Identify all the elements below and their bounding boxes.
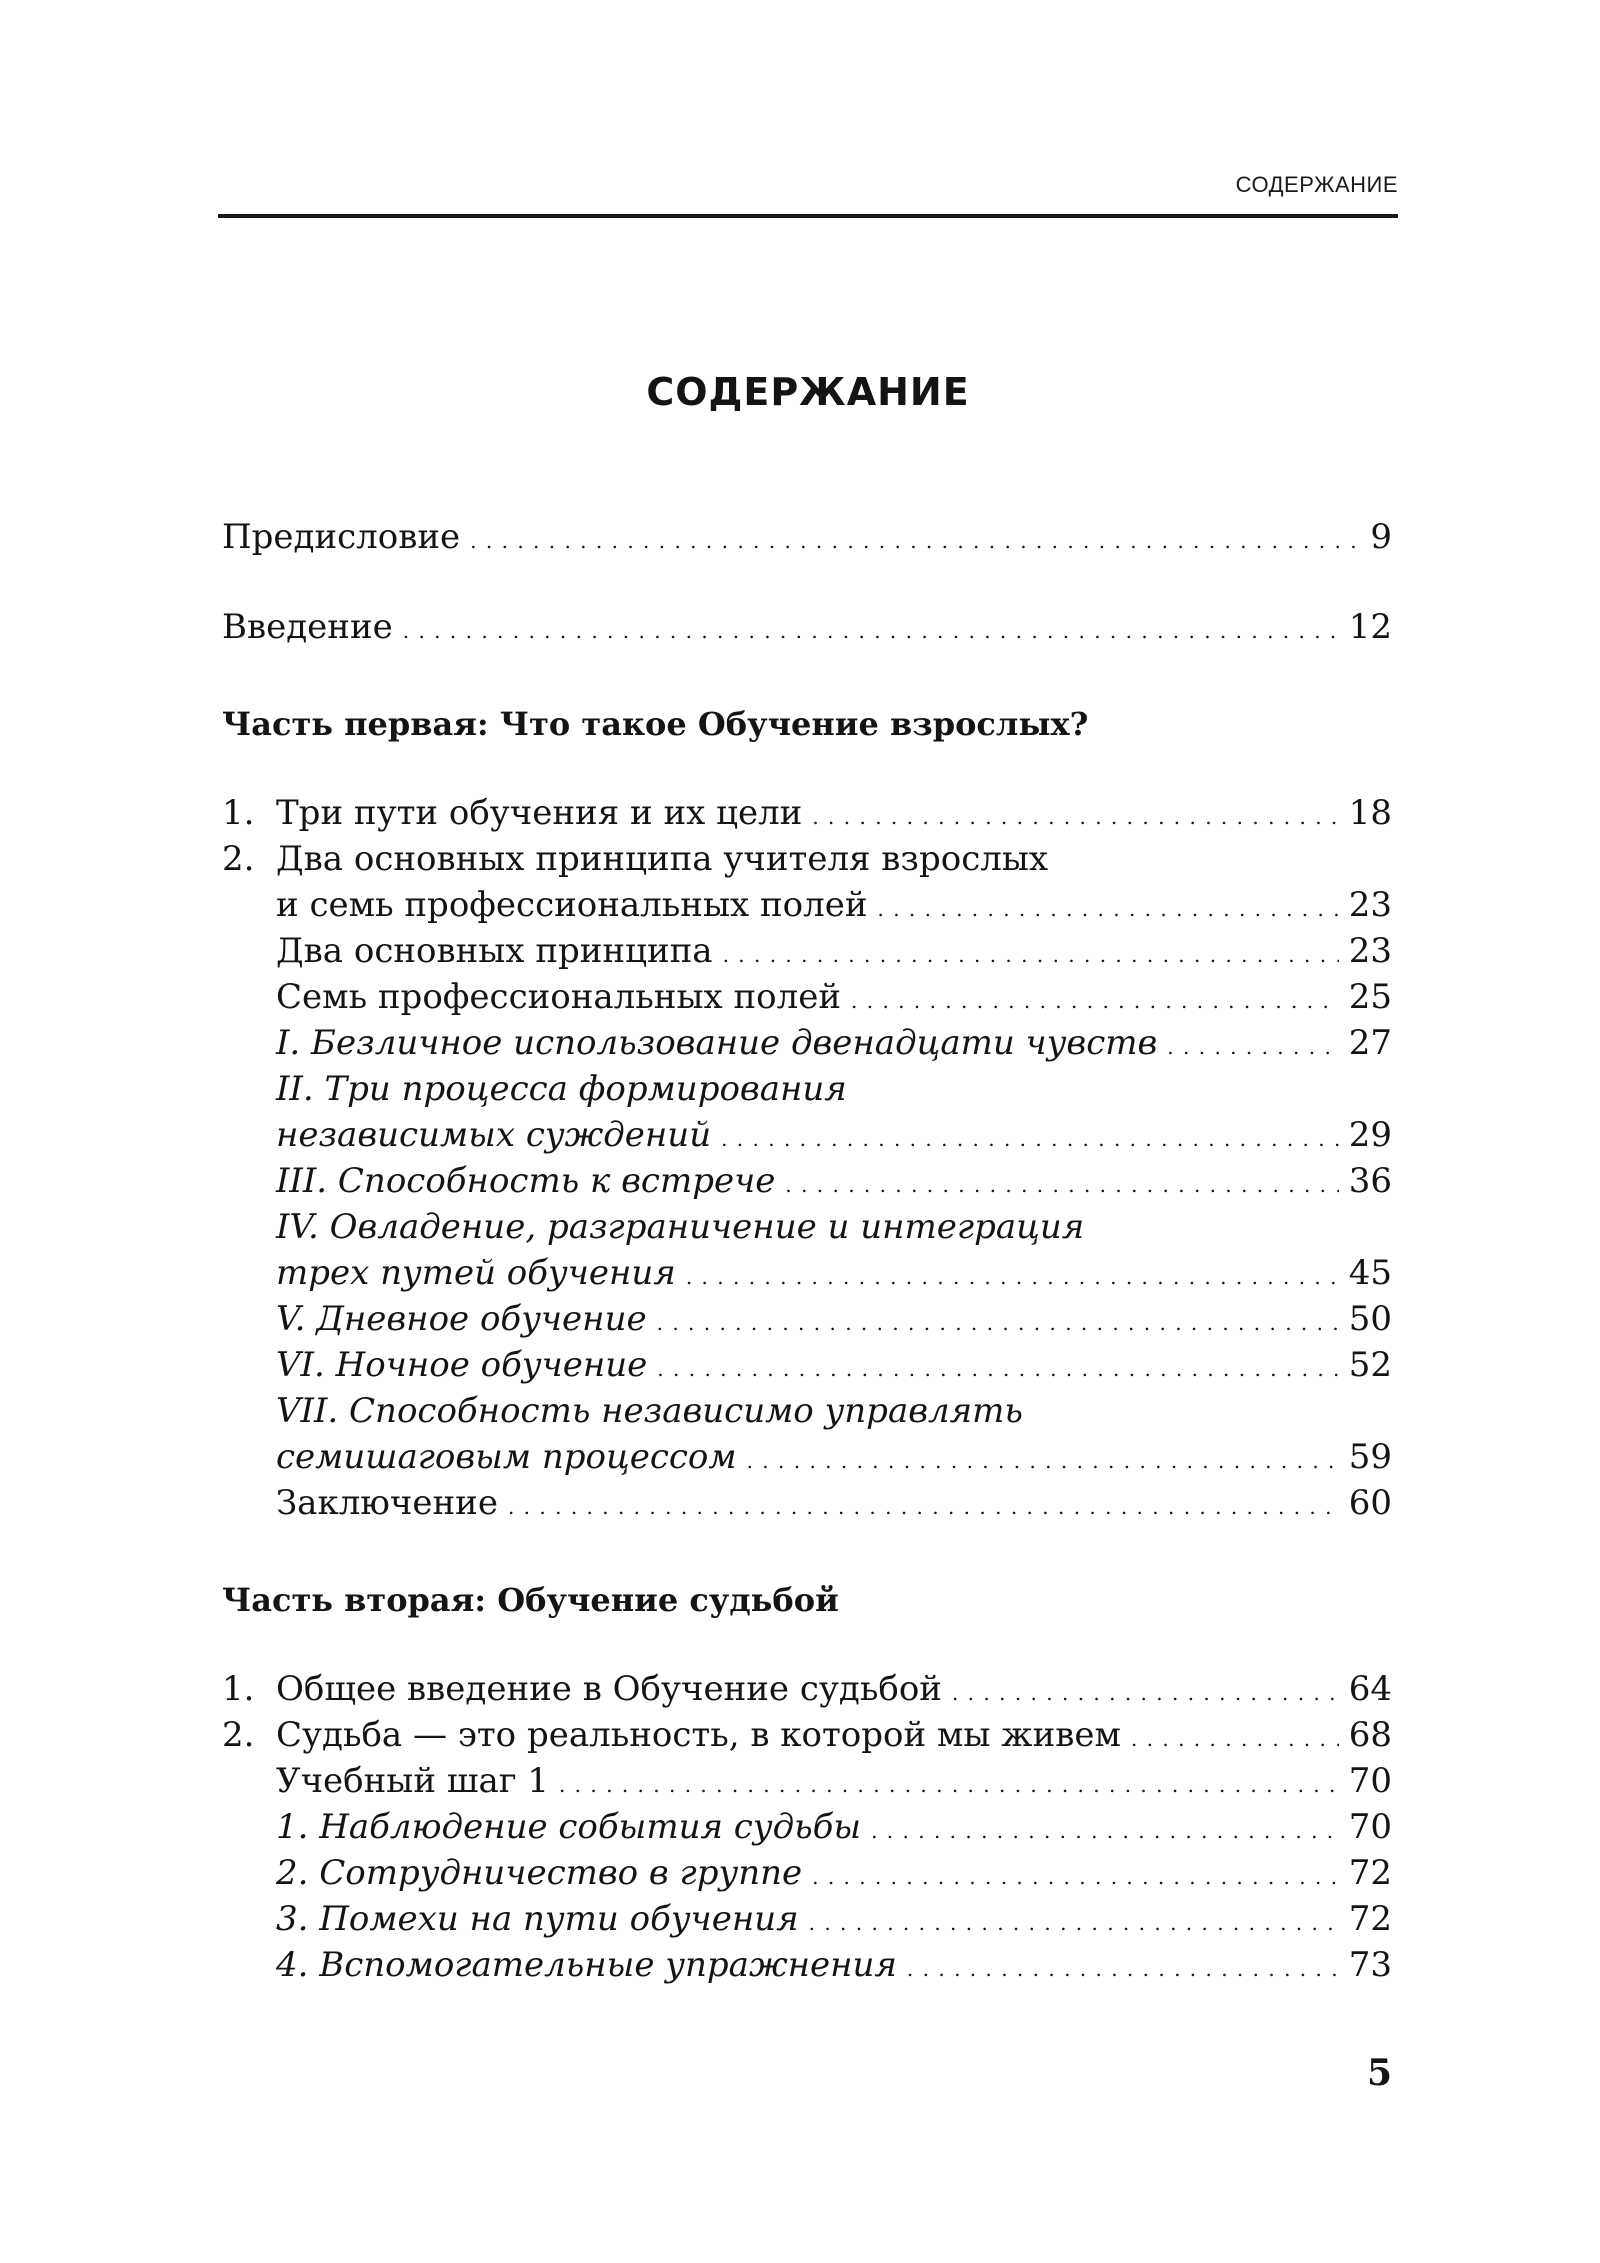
leader-dots	[907, 1943, 1339, 1991]
toc-entry-page: 29	[1348, 1115, 1392, 1155]
toc-entry-page: 23	[1348, 885, 1392, 925]
toc-entry-title: 4. Вспомогательные упражнения	[276, 1945, 897, 1985]
toc-entry-page: 70	[1348, 1807, 1392, 1847]
part-two-heading: Часть вторая: Обучение судьбой	[222, 1581, 839, 1619]
leader-dots	[809, 1897, 1339, 1945]
toc-entry-number: 1.	[222, 1669, 255, 1709]
toc-entry-title: 2. Сотрудничество в группе	[276, 1853, 803, 1893]
toc-entry-title: Семь профессиональных полей	[276, 977, 842, 1017]
toc-entry-title: II. Три процесса формирования	[276, 1069, 847, 1109]
toc-entry[interactable]	[276, 1851, 1392, 1899]
toc-entry[interactable]	[276, 1067, 1392, 1111]
toc-entry-title: Два основных принципа	[276, 931, 713, 971]
toc-entry[interactable]	[276, 1251, 1392, 1299]
toc-entry-page: 45	[1348, 1253, 1392, 1293]
toc-entry-number: 2.	[222, 839, 255, 879]
leader-dots	[657, 1297, 1339, 1345]
toc-entry-title: Введение	[222, 607, 393, 647]
running-head: СОДЕРЖАНИЕ	[1235, 172, 1398, 197]
toc-entry-title: Судьба — это реальность, в которой мы живем	[276, 1715, 1121, 1755]
toc-entry-title: семишаговым процессом	[276, 1437, 737, 1477]
toc-entry-page: 36	[1348, 1161, 1392, 1201]
header-rule	[218, 214, 1398, 218]
toc-entry[interactable]	[276, 1897, 1392, 1945]
leader-dots	[851, 975, 1339, 1023]
toc-entry[interactable]	[222, 791, 1392, 839]
leader-dots	[785, 1159, 1338, 1207]
toc-entry[interactable]	[222, 1667, 1392, 1715]
toc-entry[interactable]	[276, 1021, 1392, 1069]
toc-entry[interactable]	[276, 1389, 1392, 1433]
toc-entry-title: III. Способность к встрече	[276, 1161, 776, 1201]
toc-entry-page: 25	[1348, 977, 1392, 1017]
toc-entry[interactable]	[222, 515, 1392, 563]
toc-entry[interactable]	[276, 1805, 1392, 1853]
leader-dots	[470, 515, 1360, 563]
toc-entry-title: Три пути обучения и их цели	[276, 793, 803, 833]
toc-entry[interactable]	[276, 1943, 1392, 1991]
toc-entry[interactable]	[276, 1297, 1392, 1345]
toc-entry-page: 72	[1348, 1899, 1392, 1939]
toc-entry-title: IV. Овладение, разграничение и интеграция	[276, 1207, 1085, 1247]
leader-dots	[952, 1667, 1339, 1715]
toc-entry[interactable]	[276, 1435, 1392, 1483]
toc-entry-page: 50	[1348, 1299, 1392, 1339]
leader-dots	[812, 1851, 1339, 1899]
leader-dots	[723, 929, 1339, 977]
leader-dots	[686, 1251, 1339, 1299]
toc-entry-title: 1. Наблюдение события судьбы	[276, 1807, 862, 1847]
toc-entry[interactable]	[222, 605, 1392, 653]
page-title: СОДЕРЖАНИЕ	[646, 370, 970, 414]
toc-entry-page: 9	[1370, 517, 1392, 557]
toc-entry-page: 18	[1348, 793, 1392, 833]
toc-entry[interactable]	[276, 1205, 1392, 1249]
toc-entry[interactable]	[276, 1159, 1392, 1207]
toc-entry-title: Два основных принципа учителя взрослых	[276, 839, 1049, 879]
toc-entry-page: 68	[1348, 1715, 1392, 1755]
toc-entry-page: 70	[1348, 1761, 1392, 1801]
toc-entry-title: I. Безличное использование двенадцати чувств	[276, 1023, 1158, 1063]
toc-entry[interactable]	[276, 1481, 1392, 1529]
leader-dots	[721, 1113, 1339, 1161]
toc-entry-page: 73	[1348, 1945, 1392, 1985]
toc-entry-title: V. Дневное обучение	[276, 1299, 647, 1339]
toc-entry-title: Заключение	[276, 1483, 498, 1523]
toc-entry-page: 60	[1348, 1483, 1392, 1523]
toc-entry[interactable]	[276, 1759, 1392, 1807]
leader-dots	[747, 1435, 1339, 1483]
toc-entry[interactable]	[276, 883, 1392, 931]
toc-entry-title: независимых суждений	[276, 1115, 712, 1155]
toc-entry[interactable]	[276, 929, 1392, 977]
toc-entry-page: 27	[1348, 1023, 1392, 1063]
page-number: 5	[1366, 2052, 1392, 2094]
leader-dots	[1167, 1021, 1338, 1069]
leader-dots	[403, 605, 1339, 653]
part-one-heading: Часть первая: Что такое Обучение взрослых?	[222, 705, 1089, 743]
leader-dots	[812, 791, 1338, 839]
toc-entry-number: 1.	[222, 793, 255, 833]
toc-entry-page: 64	[1348, 1669, 1392, 1709]
toc-entry-page: 52	[1348, 1345, 1392, 1385]
toc-entry-title: 3. Помехи на пути обучения	[276, 1899, 799, 1939]
toc-entry-page: 23	[1348, 931, 1392, 971]
toc-entry[interactable]	[222, 837, 1392, 881]
leader-dots	[1131, 1713, 1339, 1761]
toc-entry-title: и семь профессиональных полей	[276, 885, 868, 925]
toc-entry-number: 2.	[222, 1715, 255, 1755]
leader-dots	[657, 1343, 1338, 1391]
toc-entry-title: VII. Способность независимо управлять	[276, 1391, 1023, 1431]
leader-dots	[508, 1481, 1339, 1529]
toc-entry-title: Предисловие	[222, 517, 461, 557]
leader-dots	[559, 1759, 1339, 1807]
toc-entry-page: 12	[1348, 607, 1392, 647]
toc-entry-title: Учебный шаг 1	[276, 1761, 549, 1801]
toc-entry-title: Общее введение в Обучение судьбой	[276, 1669, 942, 1709]
toc-entry-page: 59	[1348, 1437, 1392, 1477]
leader-dots	[871, 1805, 1339, 1853]
toc-entry[interactable]	[276, 1343, 1392, 1391]
toc-entry-title: трех путей обучения	[276, 1253, 676, 1293]
toc-entry[interactable]	[276, 975, 1392, 1023]
toc-entry[interactable]	[222, 1713, 1392, 1761]
toc-entry-page: 72	[1348, 1853, 1392, 1893]
leader-dots	[878, 883, 1339, 931]
toc-entry-title: VI. Ночное обучение	[276, 1345, 648, 1385]
toc-entry[interactable]	[276, 1113, 1392, 1161]
